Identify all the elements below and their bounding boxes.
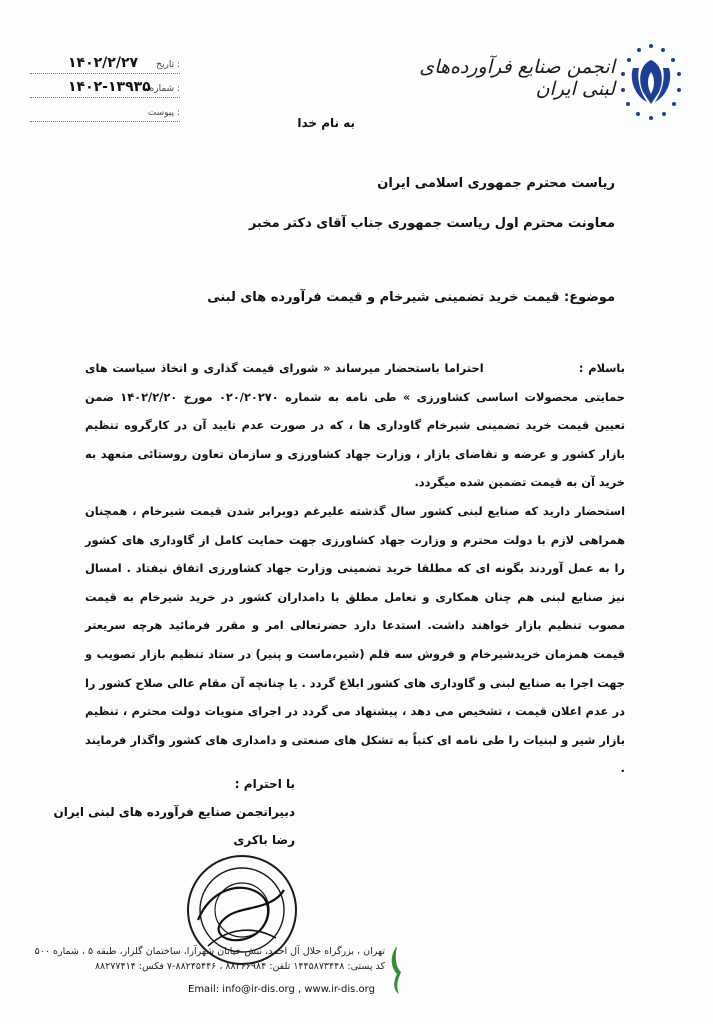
number-label: شماره : <box>149 84 180 94</box>
signer-title: دبیرانجمن صنایع فرآورده های لبنی ایران <box>53 805 295 819</box>
leaf-icon <box>387 944 405 996</box>
emblem-icon <box>617 38 685 130</box>
number-value: ۱۴۰۲-۱۳۹۳۵ <box>68 79 151 95</box>
org-logo <box>405 38 685 130</box>
footer-email-web: Email: info@ir-dis.org , www.ir-dis.org <box>188 984 375 995</box>
date-value: ۱۴۰۲/۲/۲۷ <box>68 55 139 71</box>
footer-address: تهران ، بزرگراه جلال آل احمد، نبش خیابان شهرآرا، ساختمان گلزار، طبقه ۵ ، شماره ۵۰۰ <box>34 946 385 957</box>
number-row <box>30 76 180 98</box>
org-logo-text: انجمن صنایع فرآورده‌های لبنی ایران <box>419 56 615 100</box>
signer-name: رضا باکری <box>233 833 295 847</box>
salutation: باسلام : <box>578 361 625 375</box>
addressee-1: ریاست محترم جمهوری اسلامی ایران <box>377 176 615 191</box>
letter-footer <box>34 944 385 995</box>
letter-body <box>85 354 625 783</box>
footer-postal-phone: کد پستی: ۱۴۴۵۸۷۳۴۴۸ تلفن: ۸۸۲۶۶۹۸۴ ، ۸۸۲۴۵۴۴۶-۷ فکس: ۸۸۲۷۷۴۱۴ <box>94 961 385 972</box>
paragraph-1-text: احتراما باستحضار میرساند « شورای قیمت گذاری و اتخاذ سیاست های حمایتی محصولات اساسی کشاورزی » طی نامه به شماره ۰۲۰/۲۰۲۷۰ مورخ ۱۴۰۲/۲/۲۰ ضمن تعیین قیمت خرید تضمینی شیرخام گاوداری ها ، که در صورت عدم تایید آن در کارگروه تنظیم بازار کشور و عرضه و تقاضای بازار ، وزارت جهاد کشاورزی و سازمان تعاون روستائی متعهد به خرید آن به قیمت تضمین شده میگردد. <box>85 361 625 490</box>
regards: با احترام : <box>234 777 295 791</box>
bismillah: به نام خدا <box>297 116 355 130</box>
body-paragraph-2: استحضار دارید که صنایع لبنی کشور سال گذشته علیرغم دوبرابر شدن قیمت شیرخام ، همچنان همراهی لازم با دولت محترم و وزارت جهاد کشاورزی جهت حمایت کامل از گاوداری های کشور را به عمل آوردند بگونه ای که مطلقا خرید تضمینی وزارت جهاد کشاورزی اتفاق نیفتاد . امسال نیز صنایع لبنی هم چنان همکاری و تعامل مطلق با دامداران کشور در خرید شیرخام به قیمت مصوب تنظیم بازار خواهند داشت. استدعا دارد حضرتعالی امر و مقرر فرمائید هرچه سریعتر قیمت همزمان خریدشیرخام و فروش سه قلم (شیر،ماست و پنیر) در ستاد تنظیم بازار تصویب و جهت اجرا به صنایع لبنی و گاوداری های کشور ابلاغ گردد . یا چنانچه آن مقام عالی صلاح کشور را در عدم اعلان قیمت ، تشخیص می دهد ، پیشنهاد می گردد در اجرای منویات دولت محترم ، تنظیم بازار شیر و لبنیات را طی نامه ای کتباً به تشکل های صنعتی و دامداری های کشور واگذار فرمایند . <box>85 503 625 776</box>
letter-closing <box>54 770 295 854</box>
attachment-row <box>30 100 180 122</box>
addressee-2: معاونت محترم اول ریاست جمهوری جناب آقای دکتر مخبر <box>248 216 615 231</box>
letter-subject: موضوع: قیمت خرید تضمینی شیرخام و قیمت فرآورده های لبنی <box>207 290 615 305</box>
date-row <box>30 52 180 74</box>
letter-meta <box>30 52 180 124</box>
date-label: تاریخ : <box>156 60 180 70</box>
body-paragraph-1 <box>85 354 625 497</box>
attachment-label: پیوست : <box>147 108 180 118</box>
